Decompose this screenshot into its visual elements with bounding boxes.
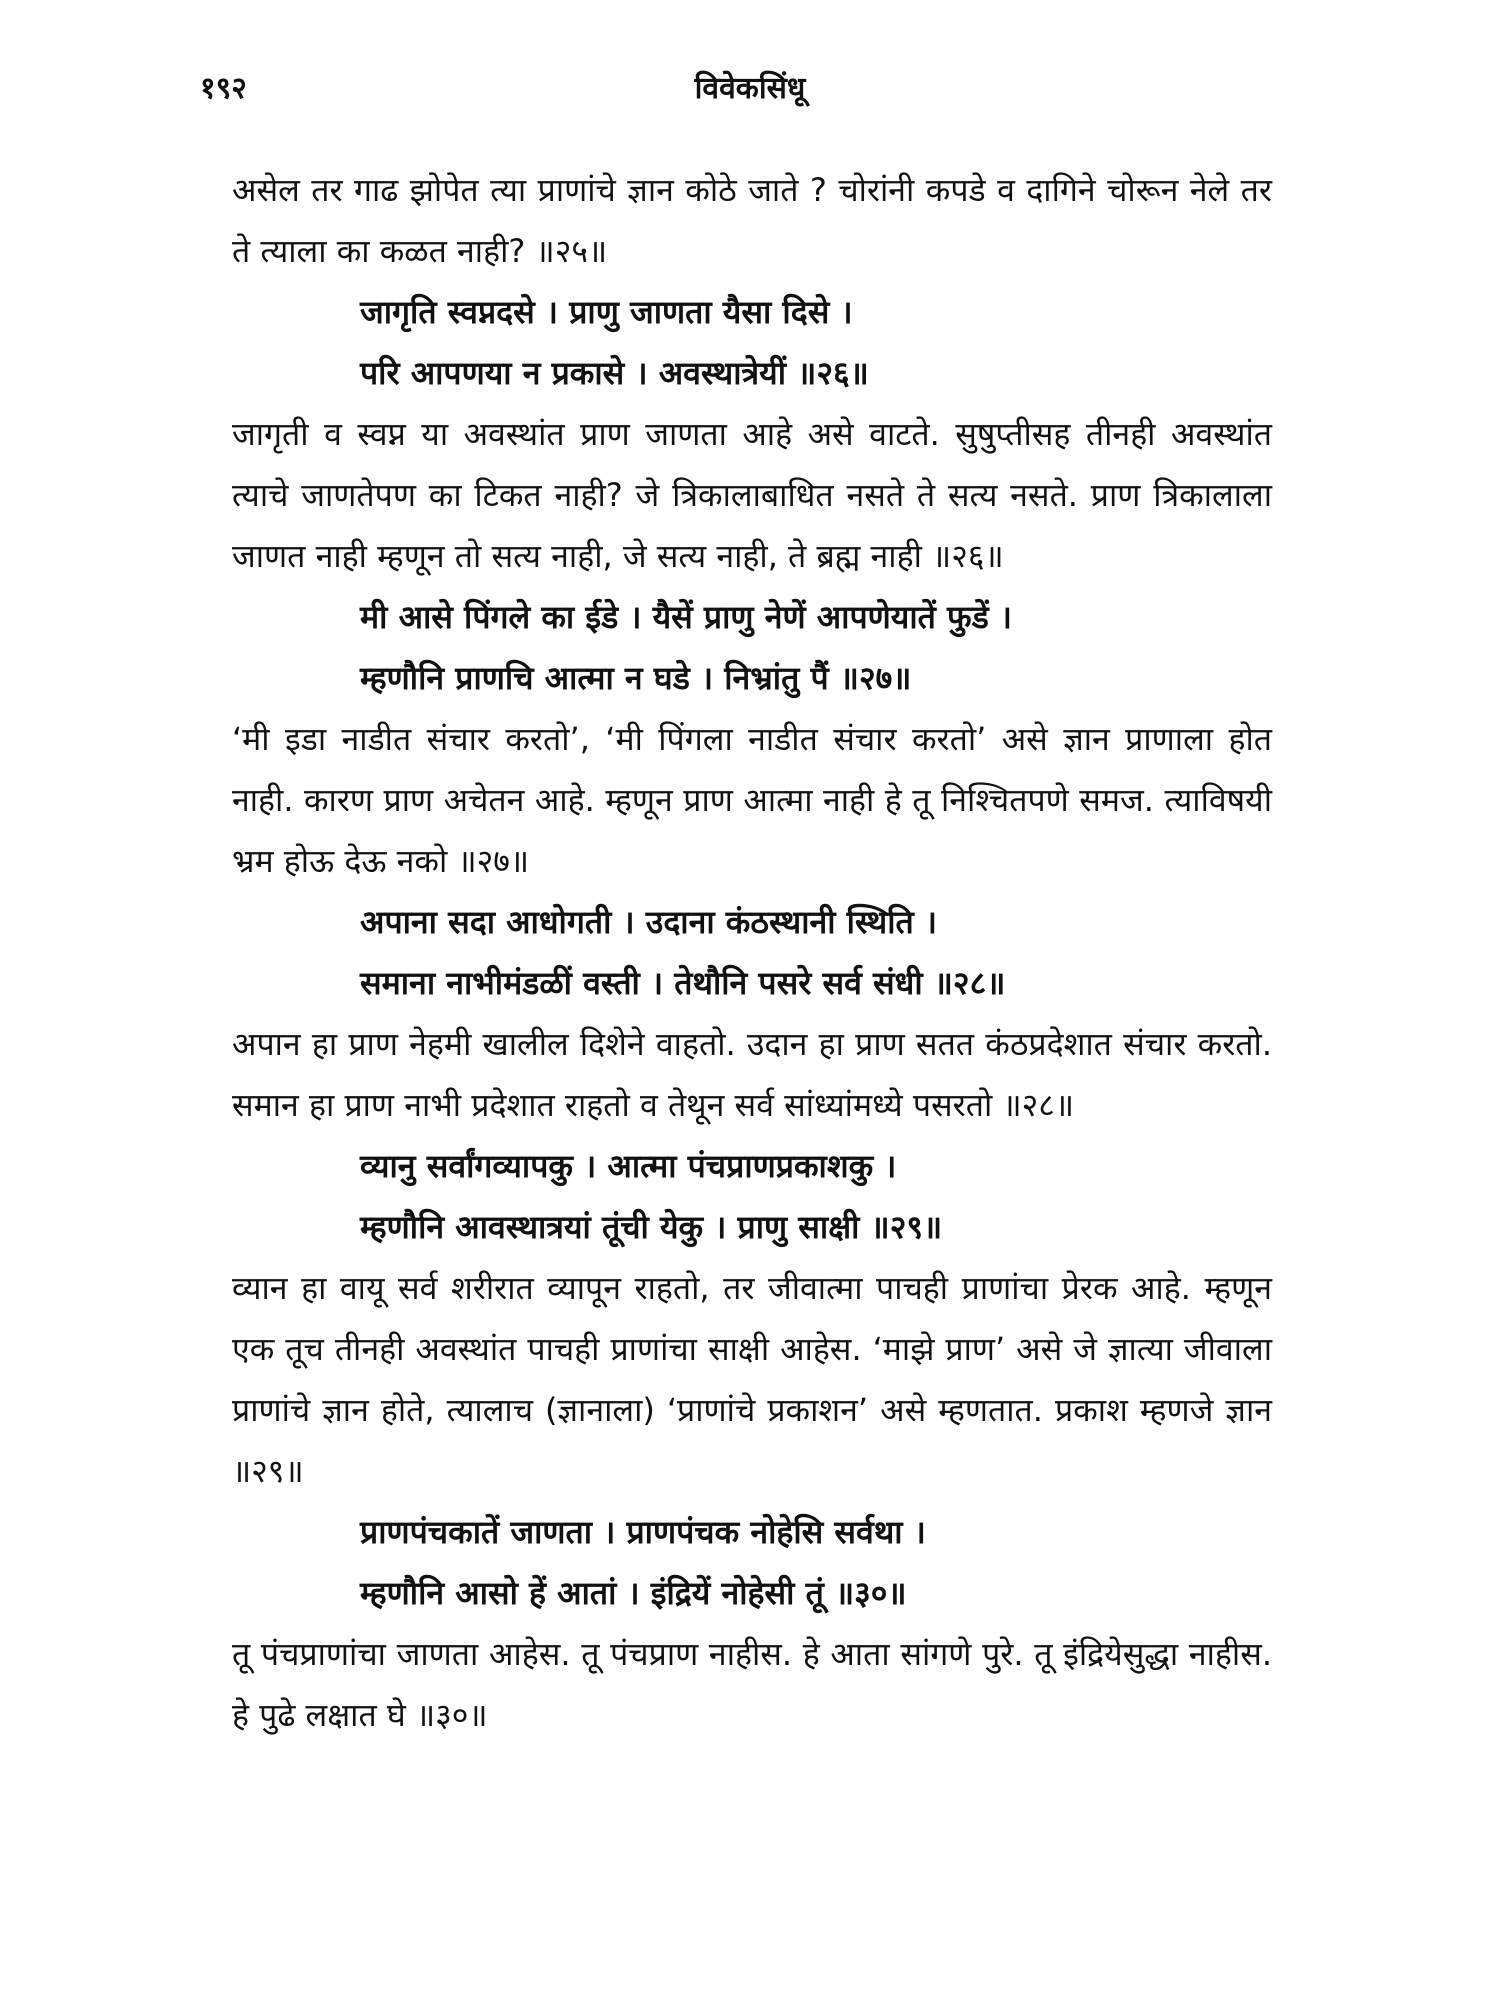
verse-line: प्राणपंचकातें जाणता । प्राणपंचक नोहेसि सर्वथा । [360, 1513, 926, 1551]
verse-line: म्हणौनि आवस्थात्रयां तूंची येकु । प्राणु साक्षी ॥२९॥ [360, 1208, 943, 1246]
page-header [0, 66, 1500, 116]
verse-29 [232, 1136, 1272, 1258]
commentary-paragraph: व्यान हा वायू सर्व शरीरात व्यापून राहतो, तर जीवात्मा पाचही प्राणांचा प्रेरक आहे. म्हणून एक तूच तीनही अवस्थांत पाचही प्राणांचा साक्षी आहेस. ‘माझे प्राण’ असे जे ज्ञात्या जीवाला प्राणांचे ज्ञान होते, त्यालाच (ज्ञानाला) ‘प्राणांचे प्रकाशन’ असे म्हणतात. प्रकाश म्हणजे ज्ञान ॥२९॥ [232, 1269, 1272, 1490]
commentary-paragraph: तू पंचप्राणांचा जाणता आहेस. तू पंचप्राण नाहीस. हे आता सांगणे पुरे. तू इंद्रियेसुद्धा नाहीस. हे पुढे लक्षात घे ॥३०॥ [232, 1635, 1272, 1734]
verse-line: अपाना सदा आधोगती । उदाना कंठस्थानी स्थिति । [360, 903, 938, 941]
running-title: विवेकसिंधू [694, 71, 806, 106]
verse-line: म्हणौनि प्राणचि आत्मा न घडे । निभ्रांतु पैं ॥२७॥ [360, 659, 912, 697]
page-number: १९२ [200, 71, 247, 106]
commentary-paragraph: अपान हा प्राण नेहमी खालील दिशेने वाहतो. उदान हा प्राण सतत कंठप्रदेशात संचार करतो. समान हा प्राण नाभी प्रदेशात राहतो व तेथून सर्व सांध्यांमध्ये पसरतो ॥२८॥ [232, 1025, 1272, 1124]
verse-26 [232, 282, 1272, 404]
verse-line: व्यानु सर्वांगव्यापकु । आत्मा पंचप्राणप्रकाशकु । [360, 1147, 897, 1185]
verse-30 [232, 1502, 1272, 1624]
verse-line: म्हणौनि आसो हें आतां । इंद्रियें नोहेसी तूं ॥३०॥ [360, 1574, 907, 1612]
commentary-paragraph: ‘मी इडा नाडीत संचार करतो’, ‘मी पिंगला नाडीत संचार करतो’ असे ज्ञान प्राणाला होत नाही. कारण प्राण अचेतन आहे. म्हणून प्राण आत्मा नाही हे तू निश्चितपणे समज. त्याविषयी भ्रम होऊ देऊ नको ॥२७॥ [232, 720, 1272, 880]
verse-28 [232, 892, 1272, 1014]
commentary-paragraph: जागृती व स्वप्न या अवस्थांत प्राण जाणता आहे असे वाटते. सुषुप्तीसह तीनही अवस्थांत त्याचे जाणतेपण का टिकत नाही? जे त्रिकालाबाधित नसते ते सत्य नसते. प्राण त्रिकालाला जाणत नाही म्हणून तो सत्य नाही, जे सत्य नाही, ते ब्रह्म नाही ॥२६॥ [232, 415, 1272, 575]
verse-line: मी आसे पिंगले का ईडे । यैसें प्राणु नेणें आपणेयातें फुडें । [360, 598, 1013, 636]
verse-line: जागृति स्वप्नदसे । प्राणु जाणता यैसा दिसे । [360, 293, 853, 331]
verse-line: परि आपणया न प्रकासे । अवस्थात्रेयीं ॥२६॥ [360, 354, 869, 392]
verse-27 [232, 587, 1272, 709]
verse-line: समाना नाभीमंडळीं वस्ती । तेथौनि पसरे सर्व संधी ॥२८॥ [360, 964, 1006, 1002]
commentary-paragraph: असेल तर गाढ झोपेत त्या प्राणांचे ज्ञान कोठे जाते ? चोरांनी कपडे व दागिने चोरून नेले तर ते त्याला का कळत नाही? ॥२५॥ [232, 171, 1272, 270]
body-text [232, 160, 1272, 1746]
